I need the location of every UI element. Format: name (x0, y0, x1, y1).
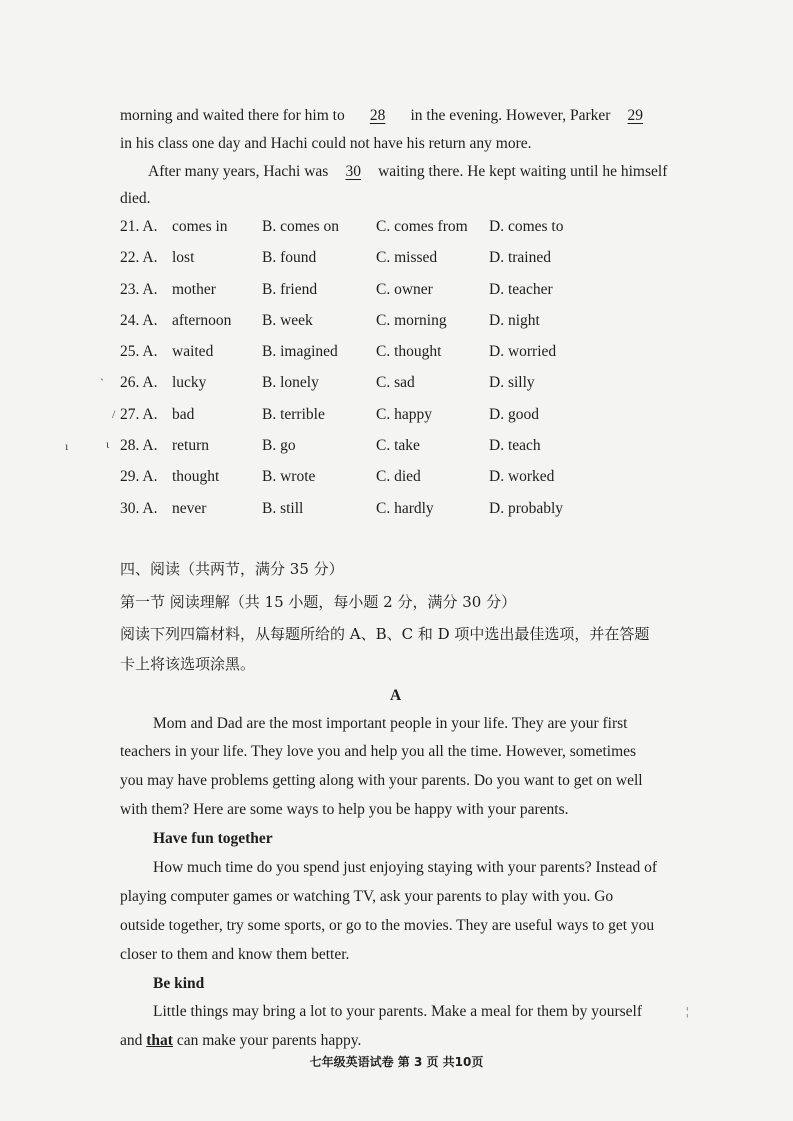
question-number: 26. A. (120, 374, 158, 391)
passage-line-2: in his class one day and Hachi could not have his return any more. (120, 135, 532, 152)
option-a: bad (172, 406, 195, 423)
option-c: C. died (376, 468, 421, 485)
option-c: C. comes from (376, 218, 468, 235)
option-a: never (172, 500, 207, 517)
option-b: B. comes on (262, 218, 340, 235)
option-c: C. morning (376, 312, 447, 329)
option-a: lucky (172, 374, 207, 391)
paragraph-2-line: outside together, try some sports, or go to the movies. They are useful ways to get you (120, 917, 655, 934)
question-24 (120, 312, 600, 334)
passage-text: waiting there. He kept waiting until he himself (378, 163, 668, 180)
passage-line-1 (120, 106, 656, 126)
paragraph-2-line: How much time do you spend just enjoying staying with your parents? Instead of (153, 859, 658, 876)
blank-30: 30 (345, 163, 361, 180)
option-c: C. happy (376, 406, 432, 423)
passage-text: in the evening. However, Parker (410, 107, 611, 124)
paragraph-3-line: Little things may bring a lot to your parents. Make a meal for them by yourself (153, 1003, 642, 1020)
option-d: D. silly (489, 374, 535, 391)
option-a: thought (172, 468, 220, 485)
subheading-have-fun: Have fun together (153, 830, 273, 847)
subheading-be-kind: Be kind (153, 975, 205, 992)
scan-mark: ¦ (686, 1004, 689, 1018)
option-c: C. take (376, 437, 420, 454)
passage-line-4: died. (120, 190, 151, 207)
option-b: B. imagined (262, 343, 338, 360)
question-22 (120, 249, 600, 271)
question-number: 25. A. (120, 343, 158, 360)
option-a: waited (172, 343, 214, 360)
option-b: B. lonely (262, 374, 319, 391)
option-b: B. week (262, 312, 313, 329)
option-a: comes in (172, 218, 228, 235)
question-29 (120, 468, 600, 490)
blank-28: 28 (369, 107, 386, 124)
option-b: B. go (262, 437, 296, 454)
option-c: C. sad (376, 374, 415, 391)
option-a: mother (172, 281, 216, 298)
option-d: D. comes to (489, 218, 564, 235)
option-c: C. hardly (376, 500, 434, 517)
question-26 (120, 374, 600, 396)
question-28 (120, 437, 600, 459)
passage-line-3 (148, 162, 667, 182)
section-subtitle: 第一节 阅读理解（共 15 小题，每小题 2 分，满分 30 分） (120, 593, 517, 611)
option-d: D. night (489, 312, 540, 329)
question-number: 30. A. (120, 500, 158, 517)
paragraph-text: can make your parents happy. (176, 1032, 362, 1049)
option-d: D. good (489, 406, 539, 423)
option-b: B. friend (262, 281, 318, 298)
paragraph-1-line: with them? Here are some ways to help you be happy with your parents. (120, 801, 569, 818)
question-number: 21. A. (120, 218, 158, 235)
question-number: 28. A. (120, 437, 158, 454)
paragraph-2-line: closer to them and know them better. (120, 946, 350, 963)
paragraph-1-line: Mom and Dad are the most important people in your life. They are your first (153, 715, 628, 732)
option-d: D. teacher (489, 281, 553, 298)
question-25 (120, 343, 600, 365)
paragraph-1-line: you may have problems getting along with your parents. Do you want to get on well (120, 772, 643, 789)
question-23 (120, 281, 600, 303)
question-30 (120, 500, 600, 522)
scan-mark: ˋ (100, 376, 104, 390)
passage-text: After many years, Hachi was (148, 163, 329, 180)
option-d: D. probably (489, 500, 564, 517)
section-instruction-cont: 卡上将该选项涂黑。 (120, 655, 256, 673)
question-number: 24. A. (120, 312, 158, 329)
underlined-word: that (146, 1032, 173, 1049)
paragraph-text: and (120, 1032, 143, 1049)
option-b: B. wrote (262, 468, 316, 485)
option-d: D. teach (489, 437, 541, 454)
scan-mark: ı (65, 439, 69, 453)
question-21 (120, 218, 600, 240)
paragraph-3-line (120, 1031, 361, 1051)
option-a: return (172, 437, 210, 454)
section-title: 四、阅读（共两节，满分 35 分） (120, 560, 344, 578)
question-number: 29. A. (120, 468, 158, 485)
page-footer: 七年级英语试卷 第 3 页 共10页 (309, 1055, 484, 1069)
option-a: lost (172, 249, 195, 266)
option-b: B. found (262, 249, 317, 266)
article-label: A (390, 687, 402, 704)
option-c: C. thought (376, 343, 442, 360)
question-number: 23. A. (120, 281, 158, 298)
option-c: C. missed (376, 249, 438, 266)
option-d: D. worried (489, 343, 557, 360)
option-b: B. terrible (262, 406, 325, 423)
question-number: 22. A. (120, 249, 158, 266)
option-d: D. trained (489, 249, 551, 266)
passage-text: morning and waited there for him to (120, 107, 345, 124)
scan-mark: ɩ (106, 437, 110, 451)
question-number: 27. A. (120, 406, 158, 423)
question-27 (120, 406, 600, 428)
paragraph-2-line: playing computer games or watching TV, ask your parents to play with you. Go (120, 888, 614, 905)
blank-29: 29 (627, 107, 644, 124)
option-b: B. still (262, 500, 304, 517)
option-a: afternoon (172, 312, 232, 329)
paragraph-1-line: teachers in your life. They love you and help you all the time. However, sometimes (120, 743, 637, 760)
scan-mark: / (112, 407, 116, 421)
option-d: D. worked (489, 468, 555, 485)
section-instruction: 阅读下列四篇材料，从每题所给的 A、B、C 和 D 项中选出最佳选项，并在答题 (120, 625, 650, 643)
option-c: C. owner (376, 281, 433, 298)
